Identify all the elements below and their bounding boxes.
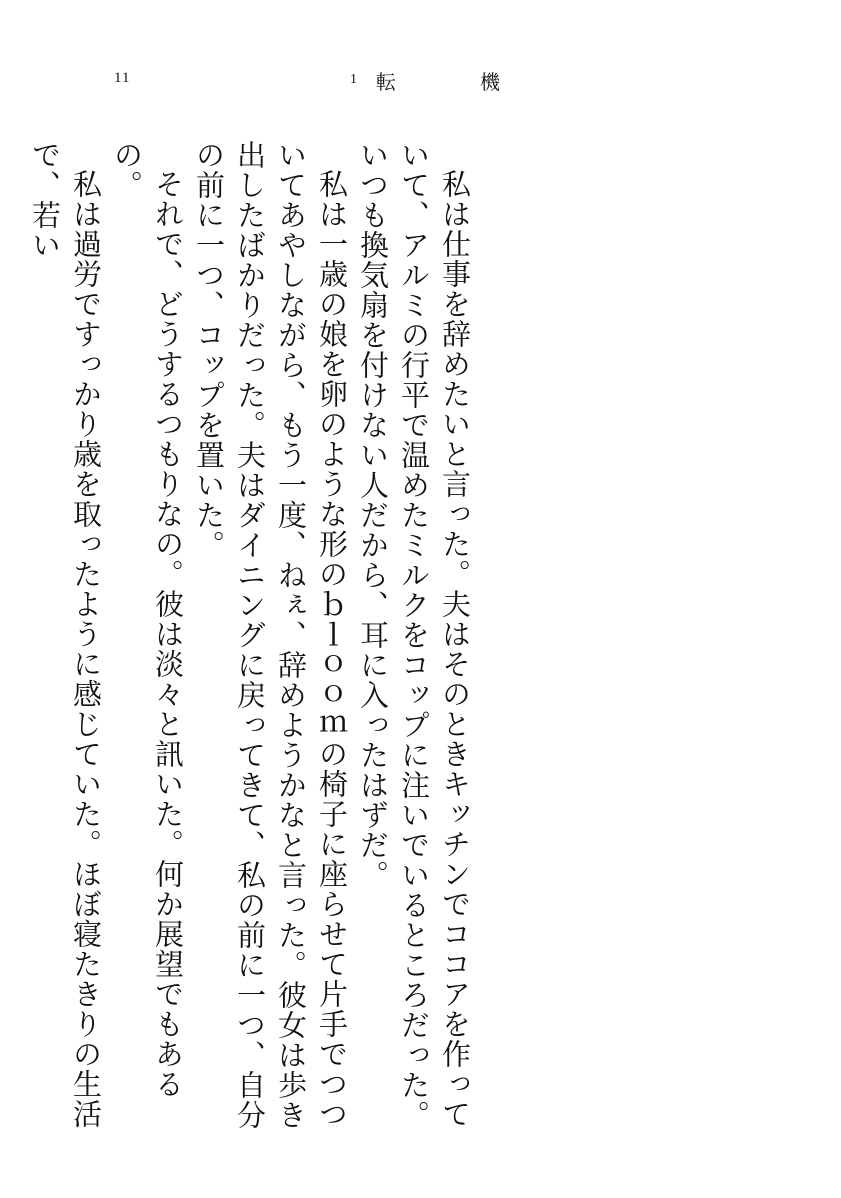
paragraph-3: それで、どうするつもりなの。彼は淡々と訊いた。何か展望でもあるの。 [110, 140, 185, 1099]
page-number: 11 [114, 70, 131, 86]
paragraph-4: 私は過労ですっかり歳を取ったように感じていた。ほぼ寝たきりの生活で、若い [28, 140, 103, 1129]
chapter-number: 1 [350, 72, 357, 87]
running-header [350, 66, 584, 94]
paragraph-1: 私は仕事を辞めたいと言った。夫はそのときキッチンでココアを作っていて、アルミの行平で温めたミルクをコップに注いでいるところだった。いつも換気扇を付けない人だから、耳に入ったはずだ。 [356, 140, 472, 1130]
paragraph-2: 私は一歳の娘を卵のような形のｂｌｏｏｍの椅子に座らせて片手でつついてあやしながら、もう一度、ねぇ、辞めようかなと言った。彼女は歩き出したばかりだった。夫はダイニングに戻ってきて、私の前に一つ、自分の前に一つ、コップを置いた。 [192, 140, 349, 1130]
chapter-title: 転機 [376, 70, 584, 94]
body-text [28, 140, 475, 1130]
